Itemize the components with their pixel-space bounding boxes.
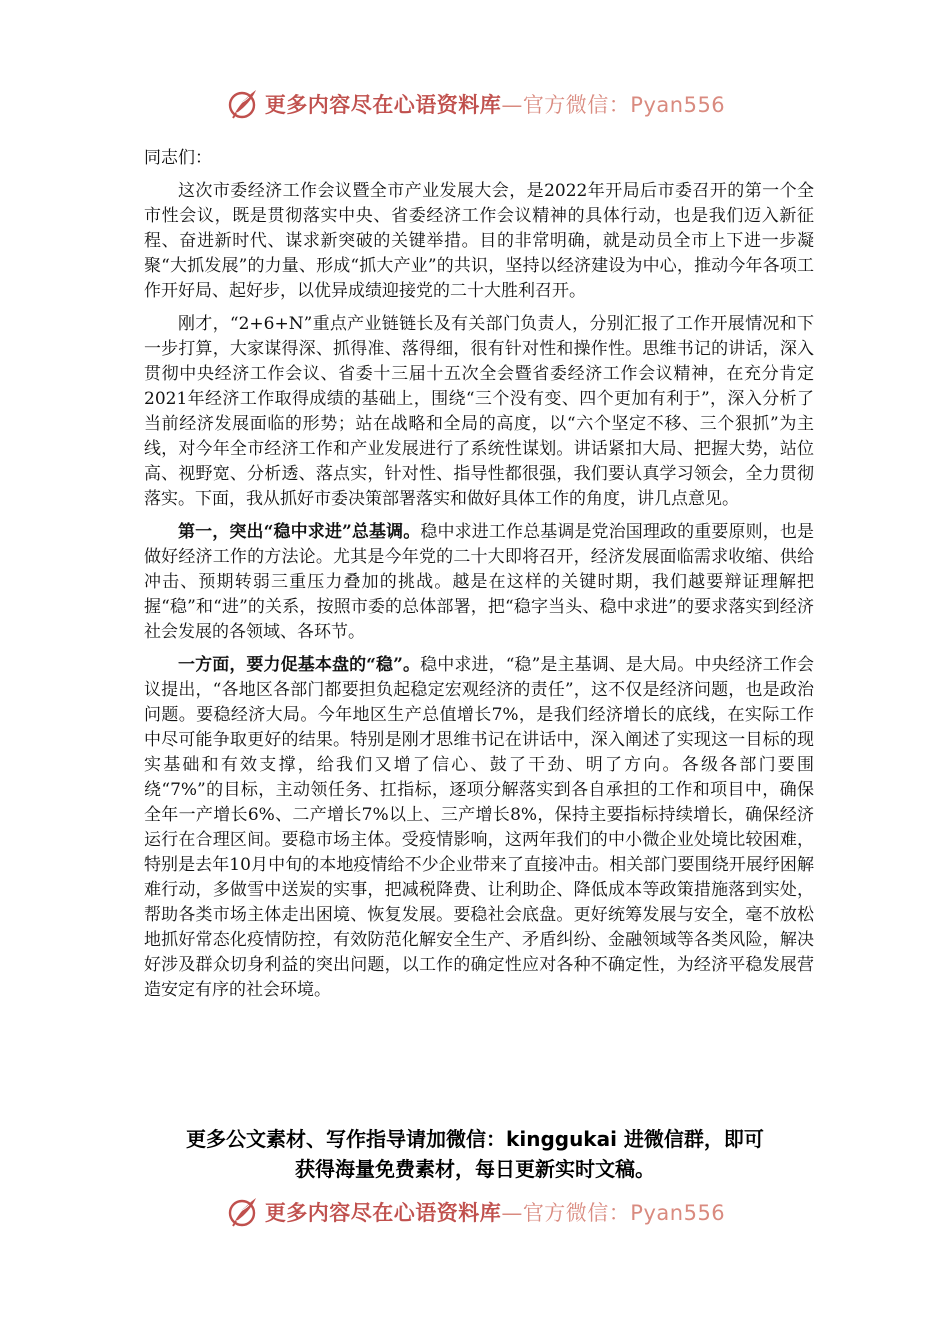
footer-banner <box>0 1192 950 1232</box>
header-banner <box>0 84 950 124</box>
greeting: 同志们： <box>144 148 212 168</box>
paragraph <box>144 520 814 645</box>
quill-logo-icon <box>225 86 261 122</box>
paragraph-text: 这次市委经济工作会议暨全市产业发展大会，是2022年开局后市委召开的第一个全市性会议，既是贯彻落实中央、省委经济工作会议精神的具体行动，也是我们迈入新征程、奋进新时代、谋求新突破的关键举措。目的非常明确，就是动员全市上下进一步凝聚“大抓发展”的力量、形成“抓大产业”的共识，坚持以经济建设为中心，推动今年各项工作开好局、起好步，以优异成绩迎接党的二十大胜利召开。 <box>144 181 814 301</box>
paragraph <box>144 312 814 512</box>
paragraph-text: 稳中求进工作总基调是党治国理政的重要原则，也是做好经济工作的方法论。尤其是今年党的二十大即将召开，经济发展面临需求收缩、供给冲击、预期转弱三重压力叠加的挑战。越是在这样的关键时期，我们越要辩证理解把握“稳”和“进”的关系，按照市委的总体部署，把“稳字当头、稳中求进”的要求落实到经济社会发展的各领域、各环节。 <box>144 522 814 642</box>
document-body <box>144 146 814 1011</box>
promo-line-1: 更多公文素材、写作指导请加微信：kinggukai 进微信群，即可 <box>186 1127 764 1151</box>
paragraph <box>144 179 814 304</box>
paragraph-heading: 第一，突出“稳中求进”总基调。 <box>178 522 421 542</box>
paragraph-text: 稳中求进，“稳”是主基调、是大局。中央经济工作会议提出，“各地区各部门都要担负起稳定宏观经济的责任”，这不仅是经济问题，也是政治问题。要稳经济大局。今年地区生产总值增长7%，是我们经济增长的底线，在实际工作中尽可能争取更好的结果。特别是刚才思维书记在讲话中，深入阐述了实现这一目标的现实基础和有效支撑，给我们又增了信心、鼓了干劲、明了方向。各级各部门要围绕“7%”的目标，主动领任务、扛指标，逐项分解落实到各自承担的工作和项目中，确保全年一产增长6%、二产增长7%以上、三产增长8%，保持主要指标持续增长，确保经济运行在合理区间。要稳市场主体。受疫情影响，这两年我们的中小微企业处境比较困难，特别是去年10月中旬的本地疫情给不少企业带来了直接冲击。相关部门要围绕开展纾困解难行动，多做雪中送炭的实事，把减税降费、让利助企、降低成本等政策措施落到实处，帮助各类市场主体走出困境、恢复发展。要稳社会底盘。更好统筹发展与安全，毫不放松地抓好常态化疫情防控，有效防范化解安全生产、矛盾纠纷、金融领域等各类风险，解决好涉及群众切身利益的突出问题，以工作的确定性应对各种不确定性，为经济平稳发展营造安定有序的社会环境。 <box>144 655 814 1000</box>
quill-logo-icon <box>225 1194 261 1230</box>
paragraph <box>144 653 814 1003</box>
banner-title: 更多内容尽在心语资料库 <box>264 1201 502 1225</box>
banner-title: 更多内容尽在心语资料库 <box>264 93 502 117</box>
promo-notice <box>130 1124 820 1184</box>
paragraph-heading: 一方面，要力促基本盘的“稳”。 <box>178 655 421 675</box>
paragraph-text: 刚才，“2+6+N”重点产业链链长及有关部门负责人，分别汇报了工作开展情况和下一步打算，大家谋得深、抓得准、落得细，很有针对性和操作性。思维书记的讲话，深入贯彻中央经济工作会议、省委十三届十五次全会暨省委经济工作会议精神，在充分肯定2021年经济工作取得成绩的基础上，围绕“三个没有变、四个更加有利于”，深入分析了当前经济发展面临的形势；站在战略和全局的高度，以“六个坚定不移、三个狠抓”为主线，对今年全市经济工作和产业发展进行了系统性谋划。讲话紧扣大局、把握大势，站位高、视野宽、分析透、落点实，针对性、指导性都很强，我们要认真学习领会，全力贯彻落实。下面，我从抓好市委决策部署落实和做好具体工作的角度，讲几点意见。 <box>144 314 814 509</box>
banner-wechat: —官方微信：Pyan556 <box>501 1201 726 1225</box>
promo-line-2: 获得海量免费素材，每日更新实时文稿。 <box>295 1157 655 1181</box>
banner-wechat: —官方微信：Pyan556 <box>501 93 726 117</box>
